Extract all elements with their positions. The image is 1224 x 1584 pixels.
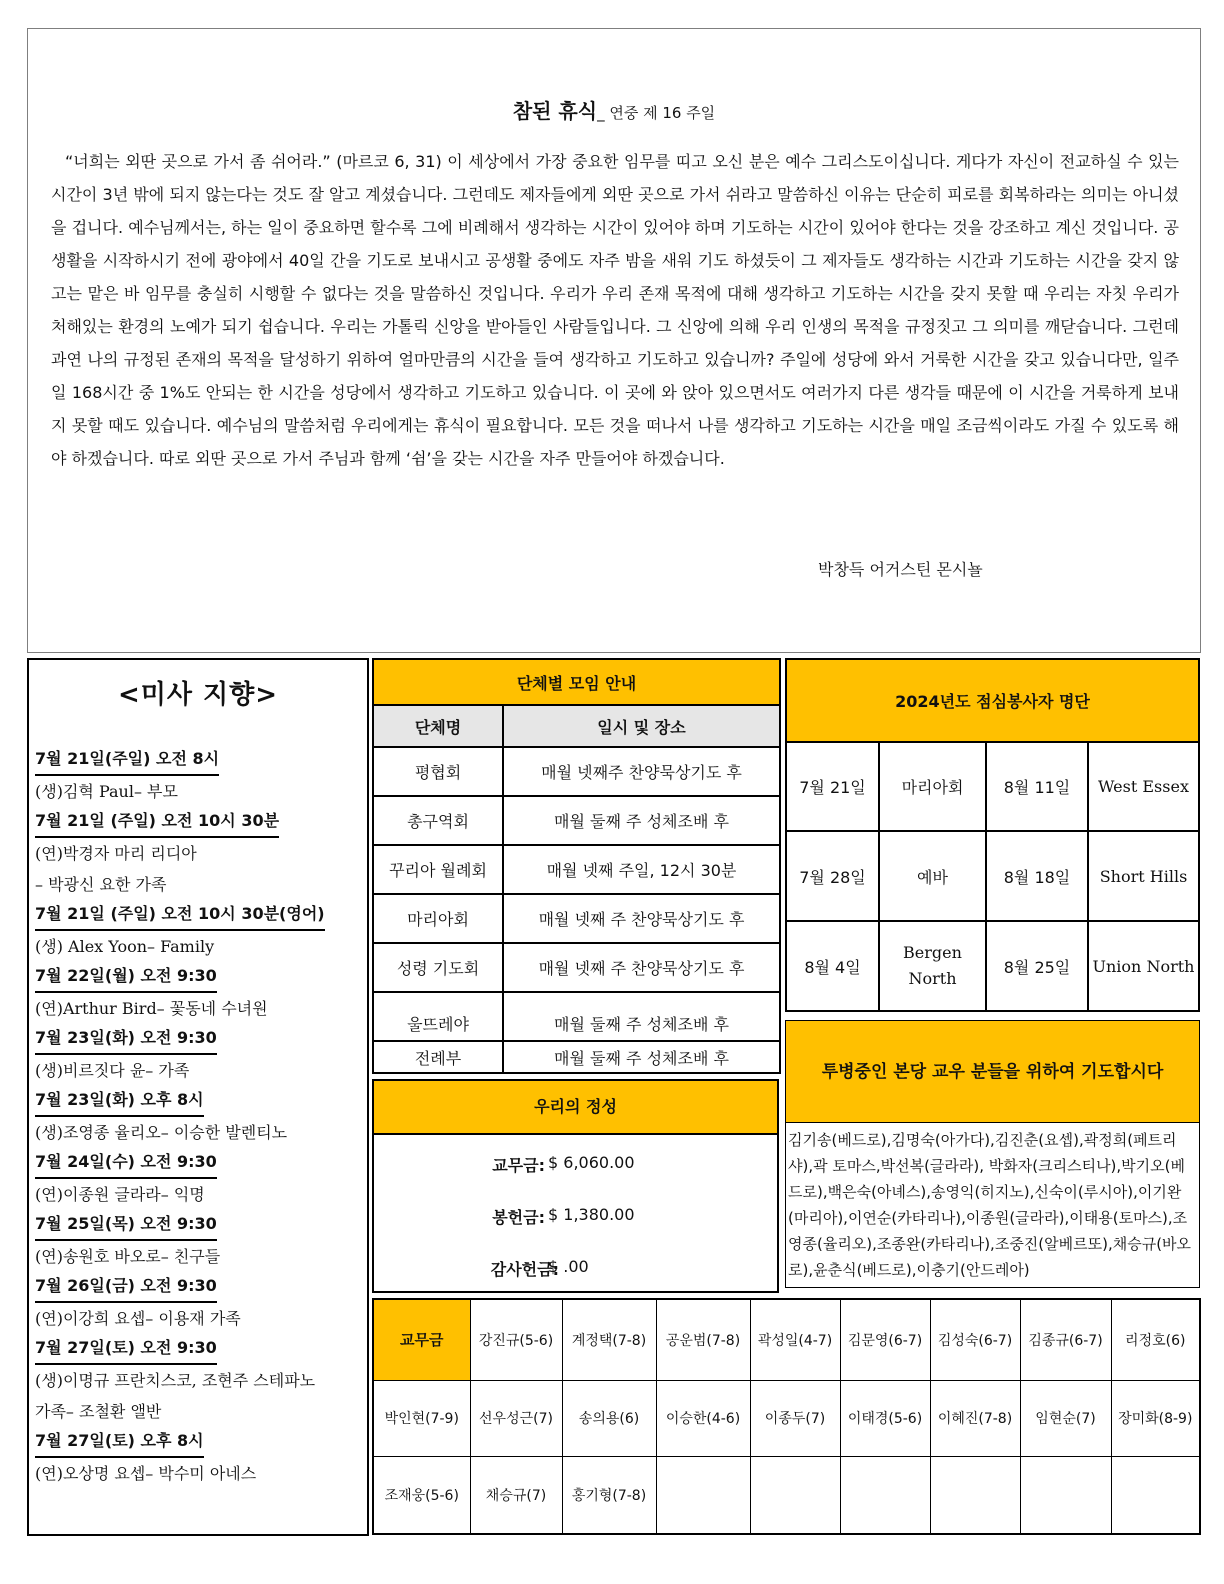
group-name: 마리아회: [373, 894, 503, 943]
mass-intentions-list: [35, 746, 363, 1490]
group-meetings-table: [372, 658, 781, 1074]
donor-cell: [840, 1456, 930, 1534]
group-name: 울뜨레야: [373, 992, 503, 1041]
mass-intention: – 박광신 요한 가족: [35, 875, 167, 894]
donor-cell: 곽성일(4-7): [750, 1299, 840, 1380]
group-time: 매월 넷째 주 찬양묵상기도 후: [503, 894, 780, 943]
donor-cell: 이혜진(7-8): [930, 1380, 1020, 1456]
table-row: [373, 1380, 1200, 1456]
letter-title-line: [28, 95, 1200, 124]
mass-intentions-title: <미사 지향>: [117, 680, 279, 710]
table-row: [373, 992, 780, 1041]
offering-label: 봉헌금:: [492, 1208, 545, 1227]
mass-entry: [35, 1211, 363, 1273]
mass-intention: (생)김혁 Paul– 부모: [35, 782, 178, 801]
lunch-group: West Essex: [1088, 742, 1199, 832]
mass-intention: (생)이명규 프란치스코, 조현주 스테파노: [35, 1371, 316, 1390]
mass-intention: (연)Arthur Bird– 꽃동네 수녀원: [35, 999, 268, 1018]
group-time: 매월 둘째 주 성체조배 후: [503, 1041, 780, 1073]
lunch-volunteers-title: 2024년도 점심봉사자 명단: [786, 659, 1199, 742]
mass-date: 7월 21일(주일) 오전 8시: [35, 746, 219, 776]
donor-cell: [750, 1456, 840, 1534]
lunch-date: 8월 4일: [786, 921, 879, 1011]
group-time-header: 일시 및 장소: [503, 705, 780, 747]
table-row: [373, 943, 780, 992]
donor-cell: 김문영(6-7): [840, 1299, 930, 1380]
mass-intention: (연)이강희 요셉– 이용재 가족: [35, 1309, 241, 1328]
donor-cell: 임현순(7): [1020, 1380, 1111, 1456]
table-row: [373, 1041, 780, 1073]
letter-body: “너희는 외딴 곳으로 가서 좀 쉬어라.” (마르코 6, 31) 이 세상에서 가장 중요한 임무를 띠고 오신 분은 예수 그리스도이십니다. 게다가 자신이 전교하실 수 있는 시간이 3년 밖에 되지 않는다는 것도 잘 알고 계셨습니다. 그런데도 제자들에게 외딴 곳으로 가서 쉬라고 말씀하신 이유는 단순히 피로를 회복하라는 의미는 아니셨을 겁니다. 예수님께서는, 하는 일이 중요하면 할수록 그에 비례해서 생각하는 시간이 있어야 하며 기도하는 시간이 있어야 한다는 것을 강조하고 계신 것입니다. 공생활을 시작하시기 전에 광야에서 40일 간을 기도로 보내시고 공생활 중에도 자주 밤을 새워 기도 하셨듯이 그 제자들도 생각하는 시간과 기도하는 시간을 갖지 않고는 맡은 바 임무를 충실히 시행할 수 없다는 것을 말씀하신 것입니다. 우리가 우리 존재 목적에 대해 생각하고 기도하는 시간을 갖지 못할 때 우리는 자칫 우리가 처해있는 환경의 노예가 되기 쉽습니다. 우리는 가톨릭 신앙을 받아들인 사람들입니다. 그 신앙에 의해 우리 인생의 목적을 규정짓고 그 의미를 깨닫습니다. 그런데 과연 나의 규정된 존재의 목적을 달성하기 위하여 얼마만큼의 시간을 들여 생각하고 기도하고 있습니까? 주일에 성당에 와서 거룩한 시간을 갖고 있습니다만, 일주일 168시간 중 1%도 안되는 한 시간을 성당에서 생각하고 기도하고 있습니다. 이 곳에 와 앉아 있으면서도 여러가지 다른 생각들 때문에 이 시간을 거룩하게 보내지 못할 때도 있습니다. 예수님의 말씀처럼 우리에게는 휴식이 필요합니다. 모든 것을 떠나서 나를 생각하고 기도하는 시간을 매일 조금씩이라도 가질 수 있도록 해야 하겠습니다. 따로 외딴 곳으로 가서 주님과 함께 ‘쉼’을 갖는 시간을 자주 만들어야 하겠습니다.: [51, 152, 1179, 468]
mass-intention: (연)박경자 마리 리디아: [35, 844, 197, 863]
mass-date: 7월 22일(월) 오전 9:30: [35, 963, 217, 993]
mass-date: 7월 24일(수) 오전 9:30: [35, 1149, 217, 1179]
mass-intentions: [27, 658, 369, 1536]
group-name: 전례부: [373, 1041, 503, 1073]
lunch-date: 8월 18일: [986, 831, 1088, 921]
letter-signature: 박창득 어거스틴 몬시뇰: [818, 560, 983, 579]
mass-date: 7월 27일(토) 오후 8시: [35, 1428, 204, 1458]
lunch-date: 8월 11일: [986, 742, 1088, 832]
donor-cell: 박인현(7-9): [373, 1380, 470, 1456]
group-name-header: 단체명: [373, 705, 503, 747]
offering-label: 감사헌금:: [490, 1260, 559, 1279]
lunch-volunteers-table: [785, 658, 1200, 1012]
offering-value: $ 1,380.00: [548, 1205, 635, 1224]
mass-date: 7월 23일(화) 오후 8시: [35, 1087, 204, 1117]
donor-cell: [656, 1456, 750, 1534]
mass-intention: (연)송원호 바오로– 친구들: [35, 1247, 221, 1266]
donor-cell: [1111, 1456, 1200, 1534]
table-row: [373, 747, 780, 796]
donor-cell: 김성숙(6-7): [930, 1299, 1020, 1380]
mass-date: 7월 21일 (주일) 오전 10시 30분: [35, 808, 279, 838]
donors-label: 교무금: [373, 1299, 470, 1380]
mass-entry: [35, 808, 363, 901]
mass-intention: (연)오상명 요셉– 박수미 아네스: [35, 1464, 257, 1483]
lunch-group: Bergen North: [879, 921, 986, 1011]
group-name: 꾸리아 월례회: [373, 845, 503, 894]
group-meetings-title: 단체별 모임 안내: [373, 659, 780, 705]
group-name: 평협회: [373, 747, 503, 796]
mass-date: 7월 23일(화) 오전 9:30: [35, 1025, 217, 1055]
mass-entry: [35, 746, 363, 808]
group-name: 성령 기도회: [373, 943, 503, 992]
group-time: 매월 둘째 주 성체조배 후: [503, 796, 780, 845]
mass-entry: [35, 963, 363, 1025]
offering-value: $ .00: [548, 1257, 589, 1276]
offering-box: [372, 1079, 779, 1293]
mass-intention: (생)비르짓다 윤– 가족: [35, 1061, 190, 1080]
donor-cell: [1020, 1456, 1111, 1534]
donor-cell: 송의용(6): [562, 1380, 656, 1456]
group-time: 매월 둘째 주 성체조배 후: [503, 992, 780, 1041]
table-row: [786, 831, 1199, 921]
prayer-title: 투병중인 본당 교우 분들을 위하여 기도합시다: [786, 1021, 1199, 1123]
mass-entry: [35, 1335, 363, 1428]
mass-date: 7월 21일 (주일) 오전 10시 30분(영어): [35, 901, 325, 931]
mass-intention: (연)이종원 글라라– 익명: [35, 1185, 205, 1204]
donor-cell: 이태경(5-6): [840, 1380, 930, 1456]
lunch-group: Union North: [1088, 921, 1199, 1011]
lunch-date: 8월 25일: [986, 921, 1088, 1011]
table-row: [786, 742, 1199, 832]
donor-cell: 장미화(8-9): [1111, 1380, 1200, 1456]
mass-entry: [35, 1273, 363, 1335]
mass-entry: [35, 1149, 363, 1211]
table-row: [373, 1299, 1200, 1380]
donor-cell: 계정택(7-8): [562, 1299, 656, 1380]
lunch-date: 7월 21일: [786, 742, 879, 832]
mass-date: 7월 26일(금) 오전 9:30: [35, 1273, 217, 1303]
table-row: [373, 845, 780, 894]
donor-cell: 조재웅(5-6): [373, 1456, 470, 1534]
prayer-box: [785, 1020, 1200, 1288]
group-time: 매월 넷째 주일, 12시 30분: [503, 845, 780, 894]
mass-entry: [35, 1428, 363, 1490]
table-row: [786, 921, 1199, 1011]
group-name: 총구역회: [373, 796, 503, 845]
mass-entry: [35, 901, 363, 963]
mass-date: 7월 25일(목) 오전 9:30: [35, 1211, 217, 1241]
donor-cell: 채승규(7): [470, 1456, 562, 1534]
group-time: 매월 넷째 주 찬양묵상기도 후: [503, 943, 780, 992]
mass-intention: (생)조영종 율리오– 이승한 발렌티노: [35, 1123, 288, 1142]
donor-cell: 강진규(5-6): [470, 1299, 562, 1380]
prayer-names: 김기송(베드로),김명숙(아가다),김진춘(요셉),곽정희(페트리샤),곽 토마스,박선복(글라라), 박화자(크리스티나),박기오(베드로),백은숙(아녜스),송영익(히지노),신숙이(루시아),이기완(마리아),이연순(카타리나),이종원(글라라),이태용(토마스),조영종(율리오),조종완(카타리나),조중진(알베르또),채승규(바오로),윤춘식(베드로),이충기(안드레아): [788, 1131, 1192, 1279]
mass-date: 7월 27일(토) 오전 9:30: [35, 1335, 217, 1365]
table-row: [373, 1456, 1200, 1534]
lunch-group: 예바: [879, 831, 986, 921]
pastoral-letter: [27, 28, 1201, 653]
table-row: [373, 894, 780, 943]
donor-cell: [930, 1456, 1020, 1534]
donor-cell: 이종두(7): [750, 1380, 840, 1456]
group-time: 매월 넷째주 찬양묵상기도 후: [503, 747, 780, 796]
donor-cell: 홍기형(7-8): [562, 1456, 656, 1534]
donor-cell: 김종규(6-7): [1020, 1299, 1111, 1380]
donor-cell: 리정호(6): [1111, 1299, 1200, 1380]
offering-value: $ 6,060.00: [548, 1153, 635, 1172]
letter-title: 참된 휴식: [512, 99, 598, 123]
lunch-date: 7월 28일: [786, 831, 879, 921]
lunch-group: 마리아회: [879, 742, 986, 832]
mass-entry: [35, 1087, 363, 1149]
mass-intention: (생) Alex Yoon– Family: [35, 937, 215, 956]
mass-intention: 가족– 조철환 앨반: [35, 1402, 162, 1421]
letter-subtitle: _ 연중 제 16 주일: [597, 104, 716, 122]
offering-title: 우리의 정성: [374, 1081, 777, 1135]
donor-cell: 공운범(7-8): [656, 1299, 750, 1380]
donor-cell: 선우성근(7): [470, 1380, 562, 1456]
offering-label: 교무금:: [492, 1156, 545, 1175]
lunch-group: Short Hills: [1088, 831, 1199, 921]
table-row: [373, 796, 780, 845]
mass-entry: [35, 1025, 363, 1087]
donors-table: [372, 1298, 1201, 1535]
donor-cell: 이승한(4-6): [656, 1380, 750, 1456]
